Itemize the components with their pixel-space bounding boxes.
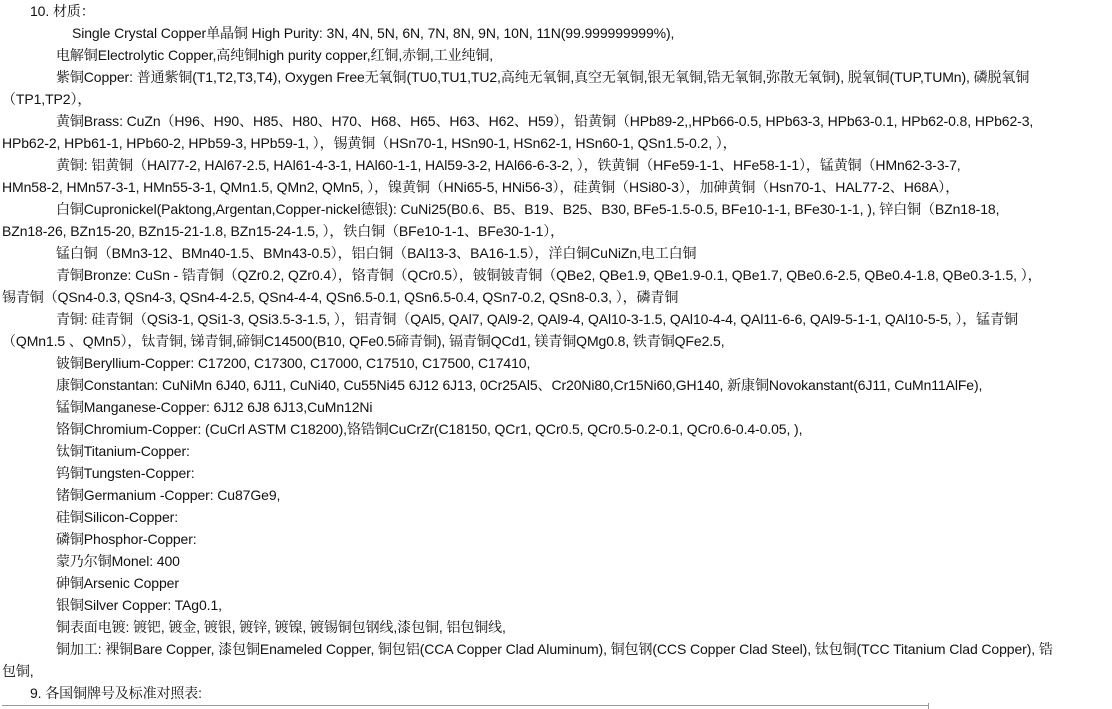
text-line: 锰铜Manganese-Copper: 6J12 6J8 6J13,CuMn12Ni bbox=[56, 399, 373, 415]
text-line: （QMn1.5 、QMn5），钛青铜, 锑青铜,碲铜C14500(B10, QFe0.5碲青铜), 镉青铜QCd1, 镁青铜QMg0.8, 铁青铜QFe2.5, bbox=[2, 333, 725, 349]
text-line: 磷铜Phosphor-Copper: bbox=[56, 531, 197, 547]
text-line: 锗铜Germanium -Copper: Cu87Ge9, bbox=[56, 487, 281, 503]
text-line: 铍铜Beryllium-Copper: C17200, C17300, C17000, C17510, C17500, C17410, bbox=[56, 355, 531, 371]
text-line: 锰白铜（BMn3-12、BMn40-1.5、BMn43-0.5），铝白铜（BAl13-3、BA16-1.5），洋白铜CuNiZn,电工白铜 bbox=[56, 245, 697, 261]
text-line: 紫铜Copper: 普通紫铜(T1,T2,T3,T4), Oxygen Free无氧铜(TU0,TU1,TU2,高纯无氧铜,真空无氧铜,银无氧铜,锆无氧铜,弥散无氧铜), 脱氧铜(TUP,TUMn), 磷脱氧铜 bbox=[56, 69, 1030, 85]
text-line: 砷铜Arsenic Copper bbox=[56, 575, 179, 591]
text-line: BZn18-26, BZn15-20, BZn15-21-1.8, BZn15-24-1.5, ），铁白铜（BFe10-1-1、BFe30-1-1）， bbox=[2, 223, 565, 239]
text-line: 青铜Bronze: CuSn - 锆青铜（QZr0.2, QZr0.4），铬青铜（QCr0.5），铍铜铍青铜（QBe2, QBe1.9, QBe1.9-0.1, QBe1.7, QBe0.6-2.5, QBe0.4-1.8, QBe0.3-1.5, ）， bbox=[56, 267, 1042, 283]
text-line: 锡青铜（QSn4-0.3, QSn4-3, QSn4-4-2.5, QSn4-4-4, QSn6.5-0.1, QSn6.5-0.4, QSn7-0.2, QSn8-0.3, ），磷青铜 bbox=[2, 289, 679, 305]
text-line: Single Crystal Copper单晶铜 High Purity: 3N, 4N, 5N, 6N, 7N, 8N, 9N, 10N, 11N(99.999999999%), bbox=[72, 25, 675, 41]
text-line: 铜加工: 裸铜Bare Copper, 漆包铜Enameled Copper, 铜包铝(CCA Copper Clad Aluminum), 铜包钢(CCS Copper Clad Steel), 钛包铜(TCC Titanium Clad Copper), 锆 bbox=[56, 641, 1053, 657]
text-line: 青铜: 硅青铜（QSi3-1, QSi1-3, QSi3.5-3-1.5, ），铝青铜（QAl5, QAl7, QAl9-2, QAl9-4, QAl10-3-1.5, QAl10-4-4, QAl11-6-6, QAl9-5-1-1, QAl10-5-5, ），锰青铜 bbox=[56, 311, 1018, 327]
text-line: 包铜, bbox=[2, 663, 34, 679]
text-line: HMn58-2, HMn57-3-1, HMn55-3-1, QMn1.5, QMn2, QMn5, ），镍黄铜（HNi65-5, HNi56-3），硅黄铜（HSi80-3），加砷黄铜（Hsn70-1、HAL77-2、H68A）， bbox=[2, 179, 960, 195]
table-top-border bbox=[2, 705, 929, 706]
text-line: 康铜Constantan: CuNiMn 6J40, 6J11, CuNi40, Cu55Ni45 6J12 6J13, 0Cr25Al5、Cr20Ni80,Cr15Ni60,GH140, 新康铜Novokanstant(6J11, CuMn11AlFe), bbox=[56, 377, 983, 393]
text-line: 硅铜Silicon-Copper: bbox=[56, 509, 179, 525]
section-heading-9: 9. 各国铜牌号及标准对照表: bbox=[30, 685, 202, 701]
text-line: 白铜Cupronickel(Paktong,Argentan,Copper-nickel德银): CuNi25(B0.6、B5、B19、B25、B30, BFe5-1.5-0.5, BFe10-1-1, BFe30-1-1, ), 锌白铜（BZn18-18, bbox=[56, 201, 1000, 217]
text-line: 铜表面电镀: 镀钯, 镀金, 镀银, 镀锌, 镀镍, 镀锡铜包钢线,漆包铜, 铝包铜线, bbox=[56, 619, 506, 635]
text-line: 银铜Silver Copper: TAg0.1, bbox=[56, 597, 222, 613]
text-line: 铬铜Chromium-Copper: (CuCrl ASTM C18200),铬锆铜CuCrZr(C18150, QCr1, QCr0.5, QCr0.5-0.2-0.1, QCr0.6-0.4-0.05, ), bbox=[56, 421, 803, 437]
table-column-divider bbox=[928, 703, 929, 709]
text-line: 黄铜: 铝黄铜（HAl77-2, HAl67-2.5, HAl61-4-3-1, HAl60-1-1, HAl59-3-2, HAl66-6-3-2, ），铁黄铜（HFe59-1-1、HFe58-1-1），锰黄铜（HMn62-3-3-7, bbox=[56, 157, 961, 173]
section-heading-10: 10. 材质： bbox=[30, 3, 95, 19]
text-line: HPb62-2, HPb61-1, HPb60-2, HPb59-3, HPb59-1, ），锡黄铜（HSn70-1, HSn90-1, HSn62-1, HSn60-1, QSn1.5-0.2, ）， bbox=[2, 135, 737, 151]
text-line: 蒙乃尔铜Monel: 400 bbox=[56, 553, 180, 569]
text-line: 钛铜Titanium-Copper: bbox=[56, 443, 190, 459]
text-line: 电解铜Electrolytic Copper,高纯铜high purity copper,红铜,赤铜,工业纯铜, bbox=[56, 47, 494, 63]
text-line: 钨铜Tungsten-Copper: bbox=[56, 465, 195, 481]
text-line: 黄铜Brass: CuZn（H96、H90、H85、H80、H70、H68、H65、H63、H62、H59），铅黄铜（HPb89-2,,HPb66-0.5, HPb63-3, HPb63-0.1, HPb62-0.8, HPb62-3, bbox=[56, 113, 1034, 129]
text-line: （TP1,TP2）， bbox=[2, 91, 92, 107]
